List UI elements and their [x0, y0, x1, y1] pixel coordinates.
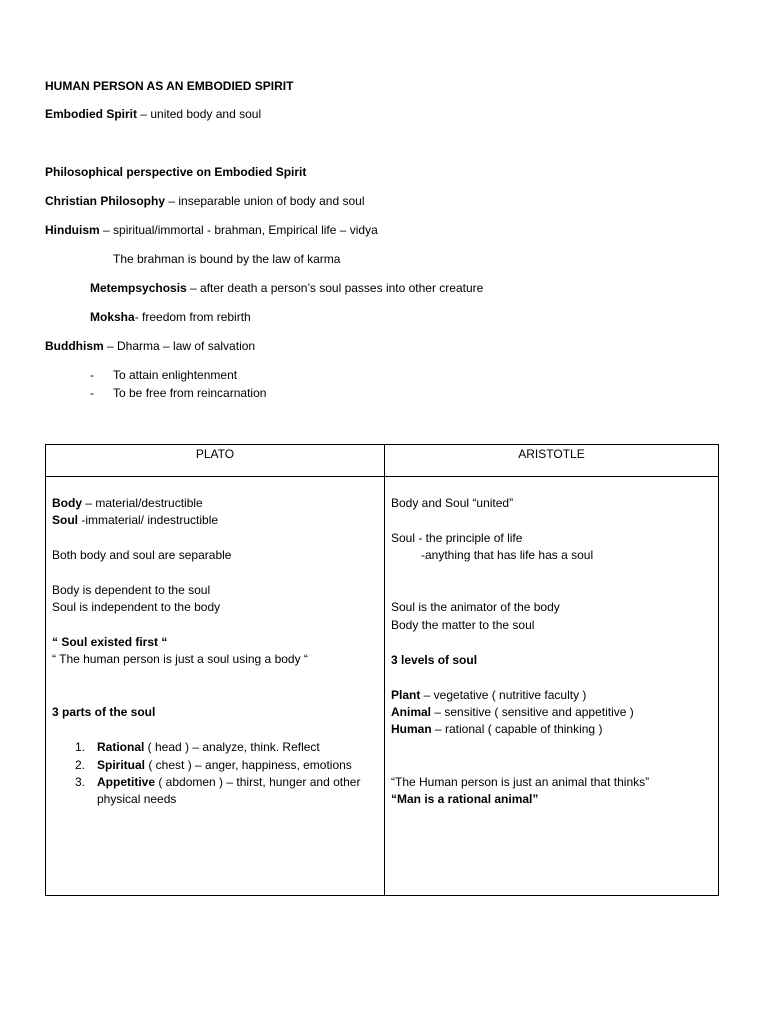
- header-plato: PLATO: [46, 445, 385, 477]
- bullet-text: To attain enlightenment: [113, 368, 238, 382]
- plato-body-line: Body – material/destructible: [52, 496, 203, 510]
- list-item-continued: physical needs: [97, 792, 177, 806]
- aristotle-cell: [385, 477, 719, 896]
- list-item: Appetitive ( abdomen ) – thirst, hunger and other: [97, 775, 361, 789]
- moksha-line: Moksha- freedom from rebirth: [90, 310, 251, 324]
- definition-line: Embodied Spirit – united body and soul: [45, 107, 262, 121]
- list-number: 3.: [75, 775, 86, 789]
- plato-soul-first: “ Soul existed first “: [52, 635, 168, 649]
- document-title: HUMAN PERSON AS AN EMBODIED SPIRIT: [45, 79, 294, 93]
- bullet-text: To be free from reincarnation: [113, 386, 267, 400]
- hinduism-line: Hinduism – spiritual/immortal - brahman, Empirical life – vidya: [45, 223, 378, 237]
- aristotle-level-animal: Animal – sensitive ( sensitive and appetitive ): [391, 705, 634, 719]
- aristotle-matter-line: Body the matter to the soul: [391, 618, 535, 632]
- list-item: Rational ( head ) – analyze, think. Reflect: [97, 740, 320, 754]
- perspective-heading: Philosophical perspective on Embodied Spirit: [45, 165, 307, 179]
- list-number: 1.: [75, 740, 86, 754]
- list-number: 2.: [75, 758, 86, 772]
- list-item: Spiritual ( chest ) – anger, happiness, emotions: [97, 758, 352, 772]
- plato-separable-line: Both body and soul are separable: [52, 548, 232, 562]
- aristotle-levels-heading: 3 levels of soul: [391, 653, 478, 667]
- plato-cell: [46, 477, 385, 896]
- plato-aristotle-table: [45, 444, 719, 896]
- aristotle-level-plant: Plant – vegetative ( nutritive faculty ): [391, 688, 587, 702]
- plato-soul-using-body: “ The human person is just a soul using a body “: [52, 652, 308, 666]
- plato-soul-line: Soul -immaterial/ indestructible: [52, 513, 219, 527]
- bullet-item: -: [90, 386, 94, 400]
- plato-parts-heading: 3 parts of the soul: [52, 705, 156, 719]
- aristotle-animator-line: Soul is the animator of the body: [391, 600, 560, 614]
- aristotle-principle-line: Soul - the principle of life: [391, 531, 523, 545]
- bullet-item: -: [90, 368, 94, 382]
- plato-independent-line: Soul is independent to the body: [52, 600, 221, 614]
- header-aristotle: ARISTOTLE: [385, 445, 719, 477]
- aristotle-life-line: -anything that has life has a soul: [421, 548, 594, 562]
- buddhism-line: Buddhism – Dharma – law of salvation: [45, 339, 256, 353]
- aristotle-united-line: Body and Soul “united”: [391, 496, 514, 510]
- christian-line: Christian Philosophy – inseparable union of body and soul: [45, 194, 365, 208]
- aristotle-quote-rational: “Man is a rational animal”: [391, 792, 539, 806]
- plato-dependent-line: Body is dependent to the soul: [52, 583, 211, 597]
- metempsychosis-line: Metempsychosis – after death a person’s soul passes into other creature: [90, 281, 484, 295]
- aristotle-quote-thinks: “The Human person is just an animal that thinks”: [391, 775, 650, 789]
- karma-line: The brahman is bound by the law of karma: [113, 252, 341, 266]
- aristotle-level-human: Human – rational ( capable of thinking ): [391, 722, 603, 736]
